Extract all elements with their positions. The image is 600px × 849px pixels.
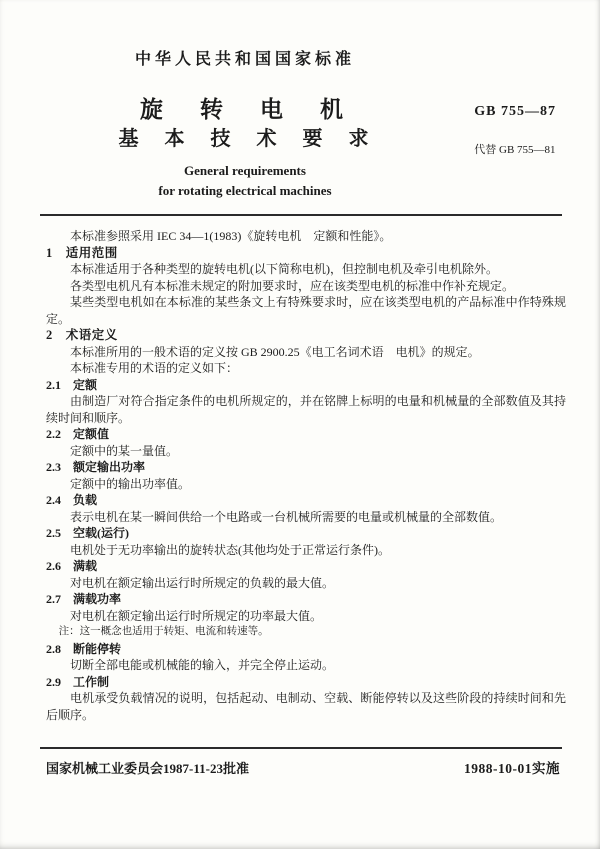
section-heading: 1 适用范围 [46,245,118,260]
sub-heading: 2.3 额定输出功率 [46,460,146,475]
standard-number: GB 755—87 [474,104,556,119]
footer-row [40,757,562,777]
paragraph: 本标准所用的一般术语的定义按 GB 2900.25《电工名词术语 电机》的规定。 [70,344,480,359]
standard-label: 中华人民共和国国家标准 [134,51,355,68]
sub-heading: 2.4 负载 [46,493,98,508]
sub-heading: 2.5 空载(运行) [46,526,129,541]
paragraph: 本标准适用于各种类型的旋转电机(以下简称电机)，但控制电机及牵引电机除外。 [70,262,498,277]
english-title-line2: for rotating electrical machines [158,182,332,198]
english-title-line1: General requirements [184,163,306,179]
paragraph: 本标准参照采用 IEC 34—1(1983)《旋转电机 定额和性能》。 [70,229,392,244]
sub-heading: 2.6 满载 [46,559,98,574]
note: 注：这一概念也适用于转矩、电流和转速等。 [58,626,269,638]
section-heading: 2 术语定义 [46,328,118,343]
paragraph: 表示电机在某一瞬间供给一个电路或一台机械所需要的电量或机械量的全部数值。 [70,509,503,524]
sub-heading: 2.9 工作制 [46,674,110,689]
paragraph: 某些类型电机如在本标准的某些条文上有特殊要求时，应在该类型电机的产品标准中作特殊规定。 [46,295,566,326]
paragraph: 本标准专用的术语的定义如下： [70,361,239,376]
approval-info: 国家机械工业委员会1987-11-23批准 [46,761,249,776]
implementation-date: 1988-10-01实施 [464,761,560,776]
paragraph: 定额中的某一量值。 [70,443,179,458]
document-footer [40,747,562,777]
paragraph: 电机处于无功率输出的旋转状态(其他均处于正常运行条件)。 [70,542,390,557]
header-main-column [0,0,490,200]
paragraph: 由制造厂对符合指定条件的电机所规定的，并在铭牌上标明的电量和机械量的全部数值及其持续时间和顺序。 [46,394,566,425]
paragraph: 电机承受负载情况的说明，包括起动、电制动、空载、断能停转以及这些阶段的持续时间和先后顺序。 [46,691,566,722]
document-subtitle-cn: 基 本 技 术 要 求 [118,128,372,151]
sub-heading: 2.2 定额值 [46,427,110,442]
sub-heading: 2.1 定额 [46,377,98,392]
paragraph: 定额中的输出功率值。 [70,476,191,491]
english-title [0,161,490,200]
replaces-standard: 代替 GB 755—81 [474,144,556,156]
paragraph: 对电机在额定输出运行时所规定的功率最大值。 [70,608,323,623]
footer-divider [40,747,562,749]
paragraph: 各类型电机凡有本标准未规定的附加要求时，应在该类型电机的标准中作补充规定。 [70,278,515,293]
sub-heading: 2.8 断能停转 [46,641,122,656]
document-body [0,216,600,723]
sub-heading: 2.7 满载功率 [46,592,122,607]
document-header [0,0,600,200]
standard-number-block [474,104,556,157]
paragraph: 对电机在额定输出运行时所规定的负载的最大值。 [70,575,335,590]
document-title-cn: 旋 转 电 机 [140,97,350,122]
paragraph: 切断全部电能或机械能的输入，并完全停止运动。 [70,658,335,673]
